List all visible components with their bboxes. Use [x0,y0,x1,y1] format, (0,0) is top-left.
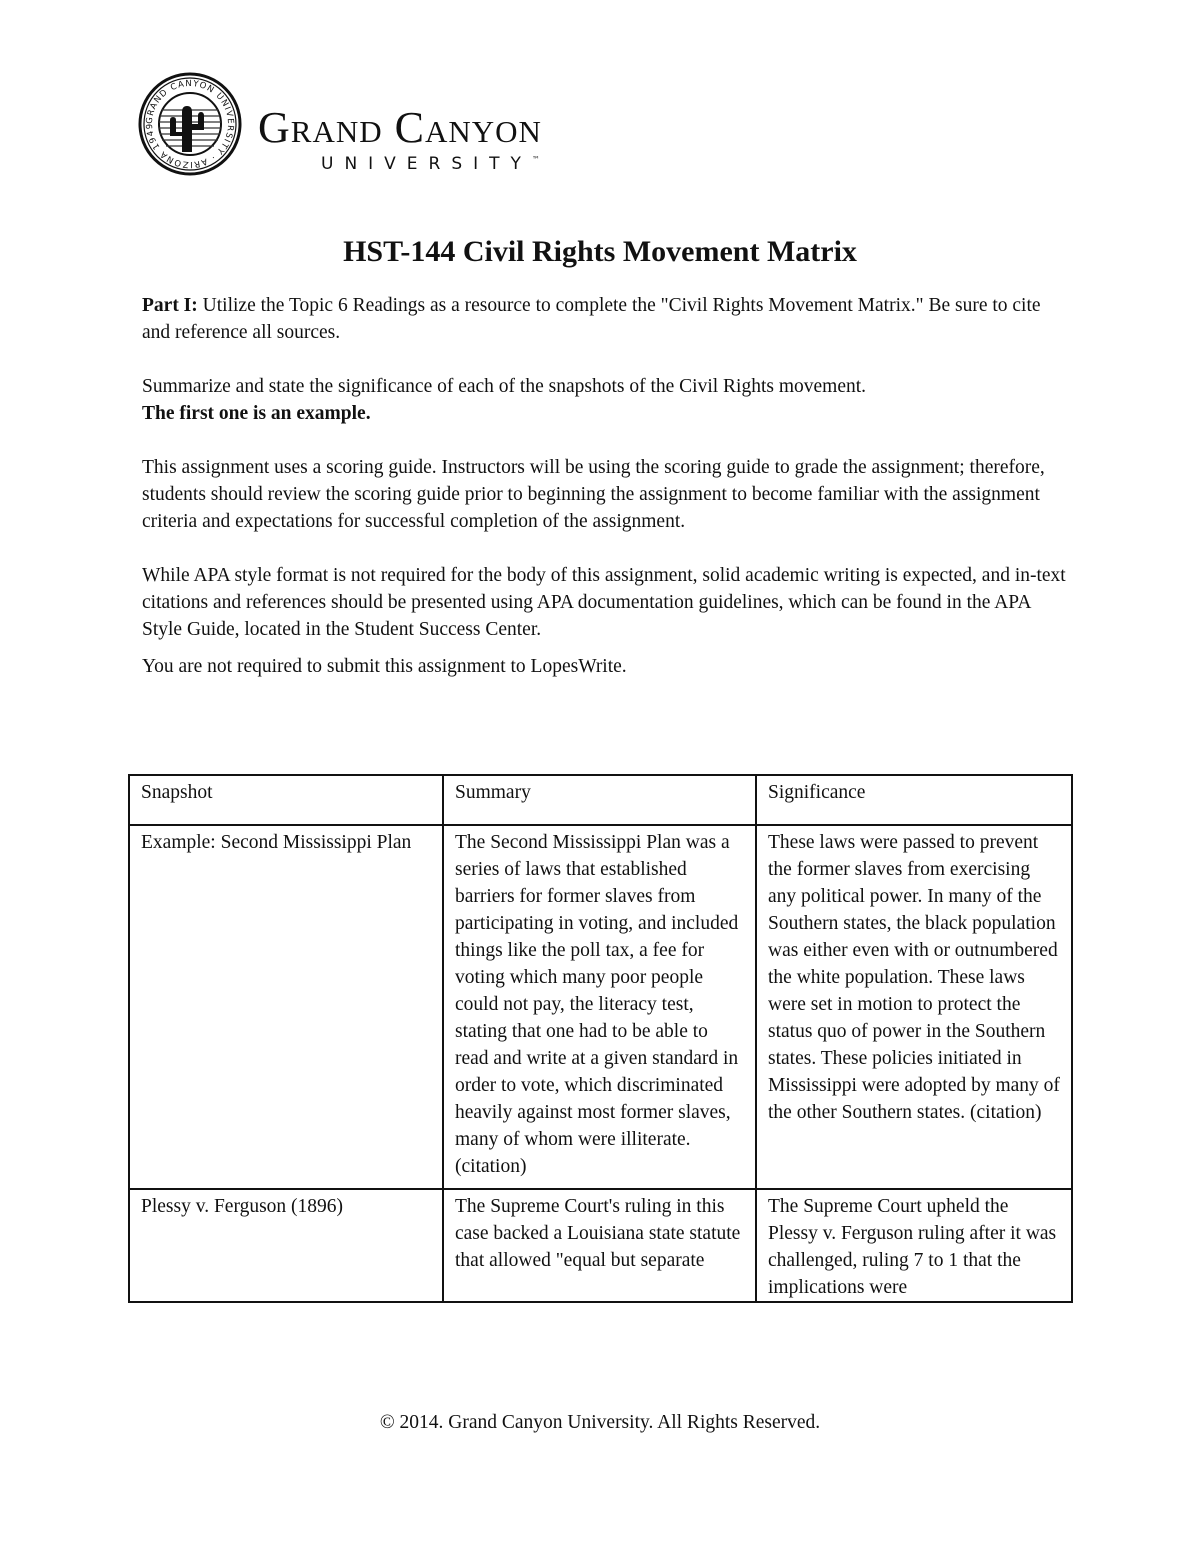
summarize-paragraph: Summarize and state the significance of each of the snapshots of the Civil Rights movement. [142,376,867,397]
header-significance: Significance [756,775,1072,825]
page-title: HST-144 Civil Rights Movement Matrix [343,235,857,268]
table-row [129,825,1072,1189]
example-note: The first one is an example. [142,403,371,424]
snapshot-cell: Example: Second Mississippi Plan [129,825,443,1189]
instructions [142,292,1067,680]
summary-cell: The Second Mississippi Plan was a series of laws that established barriers for former slaves from participating in voting, and included things like the poll tax, a fee for voting which many poor people could not pay, the literacy test, stating that one had to be able to read and write at a given standard in order to vote, which discriminated heavily against most former slaves, many of whom were illiterate. (citation) [443,825,756,1189]
table-header-row [129,775,1072,825]
significance-cell: These laws were passed to prevent the former slaves from exercising any political power. In many of the Southern states, the black population was either even with or outnumbered the white population. These laws were set in motion to protect the status quo of power in the Southern states. These policies initiated in Mississippi were adopted by many of the other Southern states. (citation) [756,825,1072,1189]
civil-rights-matrix-table [128,774,1073,1303]
part-one-paragraph [142,292,1067,346]
trademark-symbol: ™ [531,155,540,164]
part-text: Utilize the Topic 6 Readings as a resource to complete the "Civil Rights Movement Matrix." Be sure to cite and reference all sources. [142,295,1041,343]
university-logo [138,72,618,176]
table-row [129,1189,1072,1302]
scoring-guide-paragraph: This assignment uses a scoring guide. Instructors will be using the scoring guide to grade the assignment; therefore, students should review the scoring guide prior to beginning the assignment to become familiar with the assignment criteria and expectations for successful completion of the assignment. [142,457,1045,532]
wordmark-university: UNIVERSITY™ [321,154,540,174]
lopeswrite-paragraph: You are not required to submit this assignment to LopesWrite. [142,656,627,677]
seal-text: GRAND CANYON UNIVERSITY · ARIZONA 1949 [144,78,236,170]
part-label: Part I: [142,295,198,316]
header-summary: Summary [443,775,756,825]
university-seal-icon [138,72,248,176]
header-snapshot: Snapshot [129,775,443,825]
copyright-footer: © 2014. Grand Canyon University. All Rights Reserved. [379,1412,821,1433]
summary-cell: The Supreme Court's ruling in this case backed a Louisiana state statute that allowed "equal but separate [443,1189,756,1302]
wordmark-grand-canyon: Grand Canyon [258,103,542,152]
snapshot-cell: Plessy v. Ferguson (1896) [129,1189,443,1302]
apa-paragraph: While APA style format is not required for the body of this assignment, solid academic writing is expected, and in-text citations and references should be presented using APA documentation guidelines, which can be found in the APA Style Guide, located in the Student Success Center. [142,565,1066,640]
significance-cell: The Supreme Court upheld the Plessy v. Ferguson ruling after it was challenged, ruling 7 to 1 that the implications were [756,1189,1072,1302]
